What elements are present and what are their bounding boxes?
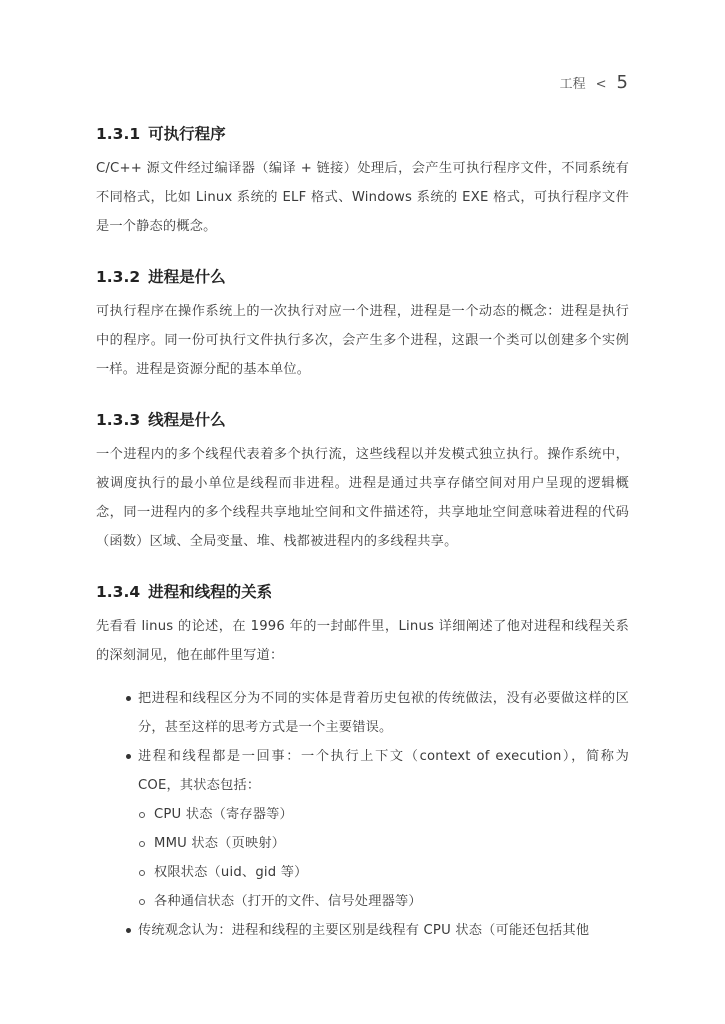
bullet-text: 把进程和线程区分为不同的实体是背着历史包袱的传统做法，没有必要做这样的区分，甚至这样的思考方式是一个主要错误。 bbox=[138, 691, 629, 735]
paragraph: C/C++ 源文件经过编译器（编译 + 链接）处理后，会产生可执行程序文件，不同系统有不同格式，比如 Linux 系统的 ELF 格式、Windows 系统的 EXE 格式，可执行程序文件是一个静态的概念。 bbox=[96, 161, 629, 234]
bullet-item bbox=[96, 684, 629, 742]
paragraph: 可执行程序在操作系统上的一次执行对应一个进程，进程是一个动态的概念：进程是执行中的程序。同一份可执行文件执行多次，会产生多个进程，这跟一个类可以创建多个实例一样。进程是资源分配的基本单位。 bbox=[96, 304, 629, 377]
section-number: 1.3.2 bbox=[96, 268, 141, 286]
paragraph: 一个进程内的多个线程代表着多个执行流，这些线程以并发模式独立执行。操作系统中，被调度执行的最小单位是线程而非进程。进程是通过共享存储空间对用户呈现的逻辑概念，同一进程内的多个线程共享地址空间和文件描述符，共享地址空间意味着进程的代码（函数）区域、全局变量、堆、栈都被进程内的多线程共享。 bbox=[96, 447, 629, 549]
page-number: 5 bbox=[616, 72, 628, 93]
section-title: 进程和线程的关系 bbox=[148, 583, 273, 601]
section-process-thread-relation bbox=[96, 578, 629, 945]
paragraph: 先看看 linus 的论述，在 1996 年的一封邮件里，Linus 详细阐述了他对进程和线程关系的深刻洞见，他在邮件里写道： bbox=[96, 619, 629, 663]
bullet-text: 进程和线程都是一回事：一个执行上下文（context of execution），简称为 COE，其状态包括： bbox=[138, 749, 629, 793]
header-separator: < bbox=[595, 77, 607, 92]
sub-list bbox=[138, 800, 629, 916]
section-title: 可执行程序 bbox=[148, 125, 226, 143]
running-header bbox=[560, 72, 628, 93]
bullet-item bbox=[96, 742, 629, 916]
page-body bbox=[96, 120, 629, 967]
bullet-text: 传统观念认为：进程和线程的主要区别是线程有 CPU 状态（可能还包括其他 bbox=[138, 923, 590, 938]
section-number: 1.3.3 bbox=[96, 411, 141, 429]
section-heading bbox=[96, 578, 629, 606]
sub-item: 权限状态（uid、gid 等） bbox=[138, 858, 629, 887]
section-heading bbox=[96, 263, 629, 291]
section-what-is-thread bbox=[96, 406, 629, 556]
sub-item: MMU 状态（页映射） bbox=[138, 829, 629, 858]
chapter-label: 工程 bbox=[559, 77, 586, 92]
section-number: 1.3.4 bbox=[96, 583, 141, 601]
section-heading bbox=[96, 406, 629, 434]
section-what-is-process bbox=[96, 263, 629, 384]
section-title: 进程是什么 bbox=[148, 268, 226, 286]
section-executable-program bbox=[96, 120, 629, 241]
sub-item: 各种通信状态（打开的文件、信号处理器等） bbox=[138, 887, 629, 916]
sub-item: CPU 状态（寄存器等） bbox=[138, 800, 629, 829]
section-heading bbox=[96, 120, 629, 148]
bullet-list bbox=[96, 684, 629, 945]
bullet-item bbox=[96, 916, 629, 945]
section-title: 线程是什么 bbox=[148, 411, 226, 429]
section-number: 1.3.1 bbox=[96, 125, 141, 143]
